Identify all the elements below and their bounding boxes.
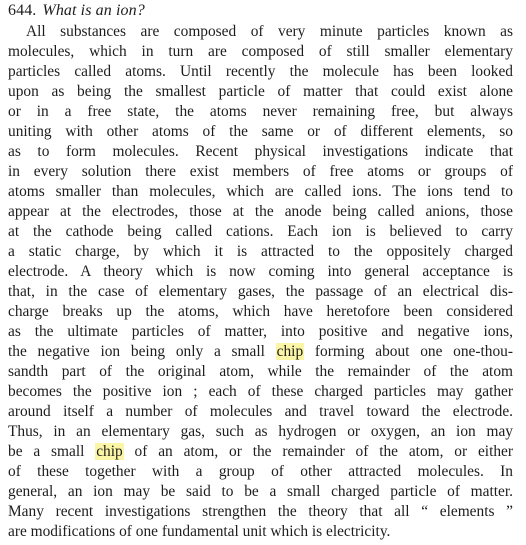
text-line [8, 382, 513, 402]
line-text: appear at the electrodes, those at the anode being called anions, those [8, 203, 513, 220]
text-line [8, 462, 513, 482]
text-line [8, 102, 513, 122]
question-number: 644. [8, 2, 37, 19]
line-text: at the cathode being called cations. Each ion is believed to carry [8, 223, 513, 240]
line-text: are modifications of one fundamental unit which is electricity. [8, 523, 391, 540]
line-text: electrode. A theory which is now coming into general acceptance is [8, 263, 513, 280]
line-text: charge breaks up the atoms, which have heretofore been considered [8, 303, 513, 320]
question-title: What is an ion? [42, 2, 145, 19]
text-line [26, 22, 513, 42]
search-highlight: chip [276, 343, 304, 360]
text-line [8, 282, 513, 302]
text-line [8, 402, 513, 422]
line-text: general, an ion may be said to be a small charged particle of matter. [8, 483, 513, 500]
question-heading [8, 1, 145, 21]
line-text: a static charge, by which it is attracted to the oppositely charged [8, 243, 513, 260]
text-line [8, 482, 513, 502]
line-text: sandth part of the original atom, while the remainder of the atom [8, 363, 513, 380]
text-line [8, 422, 513, 442]
text-line [8, 302, 513, 322]
text-line [8, 122, 513, 142]
text-line [8, 502, 513, 522]
line-text: around itself a number of molecules and travel toward the electrode. [8, 403, 513, 420]
line-text: as the ultimate particles of matter, into positive and negative ions, [8, 323, 513, 340]
text-line [8, 522, 513, 542]
text-line [8, 262, 513, 282]
text-line [8, 162, 513, 182]
text-line [8, 242, 513, 262]
text-line [8, 182, 513, 202]
line-text: in every solution there exist members of free atoms or groups of [8, 163, 513, 180]
line-text: be a small [8, 443, 96, 460]
text-line [8, 62, 513, 82]
line-text: Thus, in an elementary gas, such as hydrogen or oxygen, an ion may [8, 423, 513, 440]
line-text: atoms smaller than molecules, which are called ions. The ions tend to [8, 183, 513, 200]
line-text: becomes the positive ion ; each of these charged particles may gather [8, 383, 513, 400]
text-line [8, 202, 513, 222]
line-text: the negative ion being only a small [8, 343, 276, 360]
text-line [8, 362, 513, 382]
line-text-after: forming about one one-thou- [304, 343, 514, 360]
line-text-after: of an atom, or the remainder of the atom, or either [123, 443, 513, 460]
line-text: that, in the case of elementary gases, the passage of an electrical dis- [8, 283, 513, 300]
line-text: as to form molecules. Recent physical investigations indicate that [8, 143, 513, 160]
line-text: particles called atoms. Until recently the molecule has been looked [8, 63, 513, 80]
text-line [8, 322, 513, 342]
text-line [8, 82, 513, 102]
text-line [8, 442, 513, 462]
line-text: upon as being the smallest particle of matter that could exist alone [8, 83, 513, 100]
text-line [8, 142, 513, 162]
text-line [8, 222, 513, 242]
text-line [8, 342, 513, 362]
line-text: uniting with other atoms of the same or of different elements, so [8, 123, 513, 140]
line-text: All substances are composed of very minute particles known as [26, 23, 513, 40]
line-text: molecules, which in turn are composed of still smaller elementary [8, 43, 513, 60]
line-text: or in a free state, the atoms never remaining free, but always [8, 103, 513, 120]
text-line [8, 42, 513, 62]
line-text: Many recent investigations strengthen the theory that all “ elements ” [8, 503, 513, 520]
search-highlight: chip [96, 443, 123, 460]
line-text: of these together with a group of other attracted molecules. In [8, 463, 513, 480]
